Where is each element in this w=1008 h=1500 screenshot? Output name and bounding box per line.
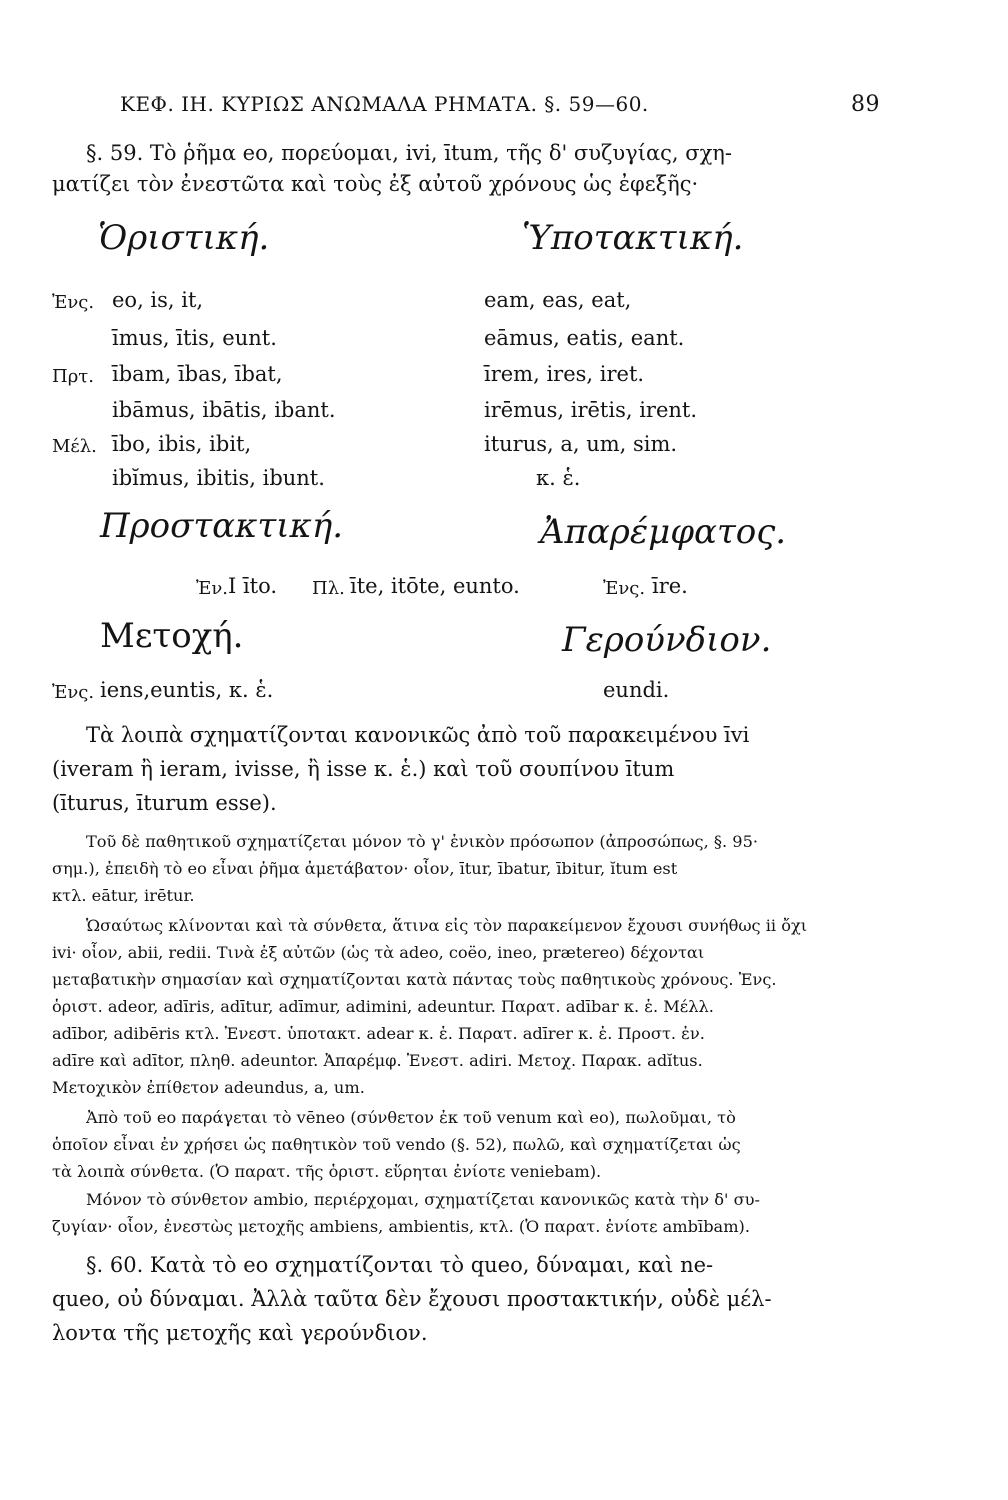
note-line: σημ.), ἐπειδὴ τὸ eo εἶναι ῥῆμα ἀμετάβατον· οἷον, ītur, ībatur, ībitur, ĭtum est	[52, 859, 678, 878]
note-line: Τοῦ δὲ παθητικοῦ σχηματίζεται μόνον τὸ γ' ἑνικὸν πρόσωπον (ἀπροσώπως, §. 95·	[86, 832, 759, 851]
remaining-tenses-paragraph	[52, 718, 882, 820]
imperative-sg: I īto.	[228, 574, 278, 598]
indicative-present-sg: eo, is, it,	[112, 288, 204, 312]
label-participle-present: Ἐνς.	[52, 682, 95, 703]
rest-line-2: (iveram ἢ ieram, ivisse, ἢ isse κ. ἑ.) καὶ τοῦ σουπίνου ītum	[52, 757, 675, 781]
note-line: ὁποῖον εἶναι ἐν χρήσει ὡς παθητικὸν τοῦ vendo (§. 52), πωλῶ, καὶ σχηματίζεται ὡς	[52, 1135, 741, 1154]
section-60-line-1: §. 60. Κατὰ τὸ eo σχηματίζονται τὸ queo, δύναμαι, καὶ ne-	[86, 1253, 714, 1277]
section-59-intro	[52, 138, 882, 200]
label-infinitive-present: Ἐνς.	[603, 578, 646, 599]
gerund-heading: Γερούνδιον.	[562, 620, 772, 660]
subjunctive-future-pl: κ. ἑ.	[536, 466, 581, 490]
intro-line-1: §. 59. Τὸ ῥῆμα eo, πορεύομαι, ivi, ītum, τῆς δ' συζυγίας, σχη-	[86, 141, 732, 165]
subjunctive-present-sg: eam, eas, eat,	[484, 288, 632, 312]
section-60-line-2: queo, οὐ δύναμαι. Ἀλλὰ ταῦτα δὲν ἔχουσι προστακτικήν, οὐδὲ μέλ-	[52, 1287, 772, 1311]
participle-present: iens,euntis, κ. ἑ.	[100, 678, 274, 702]
infinitive-present: īre.	[652, 574, 688, 598]
subjunctive-imperfect-sg: īrem, ires, iret.	[484, 362, 645, 386]
note-line: ὁριστ. adeor, adīris, adītur, adīmur, adimini, adeuntur. Παρατ. adībar κ. ἑ. Μέλλ.	[52, 997, 714, 1016]
note-ambio	[52, 1186, 882, 1240]
label-singular: Ἐν.	[196, 578, 229, 599]
note-line: adībor, adibēris κτλ. Ἐνεστ. ὑποτακτ. adear κ. ἑ. Παρατ. adīrer κ. ἑ. Προστ. ἐν.	[52, 1024, 705, 1043]
subjunctive-present-pl: eāmus, eatis, eant.	[484, 326, 685, 350]
label-future: Μέλ.	[52, 436, 97, 457]
note-compounds	[52, 912, 882, 1101]
note-line: adīre καὶ adītor, πληθ. adeuntor. Ἀπαρέμφ. Ἐνεστ. adiri. Μετοχ. Παρακ. adĭtus.	[52, 1051, 703, 1070]
label-imperfect: Πρτ.	[52, 366, 94, 387]
note-line: Μόνον τὸ σύνθετον ambio, περιέρχομαι, σχηματίζεται κανονικῶς κατὰ τὴν δ' συ-	[86, 1190, 760, 1209]
indicative-heading: Ὁριστική.	[98, 218, 270, 258]
label-plural: Πλ.	[312, 578, 345, 599]
running-header	[120, 92, 880, 116]
indicative-present-pl: īmus, ītis, eunt.	[112, 326, 277, 350]
indicative-imperfect-pl: ibāmus, ibātis, ibant.	[112, 398, 336, 422]
note-line: Ἀπὸ τοῦ eo παράγεται τὸ vēneo (σύνθετον ἐκ τοῦ venum καὶ eo), πωλοῦμαι, τὸ	[86, 1108, 736, 1127]
page-number: 89	[851, 92, 880, 117]
intro-line-2: ματίζει τὸν ἐνεστῶτα καὶ τοὺς ἐξ αὐτοῦ χρόνους ὡς ἐφεξῆς·	[52, 172, 699, 196]
note-veneo	[52, 1104, 882, 1185]
note-line: κτλ. eātur, irētur.	[52, 886, 195, 905]
note-line: τὰ λοιπὰ σύνθετα. (Ὁ παρατ. τῆς ὁριστ. εὕρηται ἐνίοτε veniebam).	[52, 1162, 602, 1181]
subjunctive-heading: Ὑποτακτική.	[522, 218, 744, 258]
note-line: Ὡσαύτως κλίνονται καὶ τὰ σύνθετα, ἅτινα εἰς τὸν παρακείμενον ἔχουσι συνήθως ii ὄχι	[86, 916, 808, 935]
indicative-imperfect-sg: ībam, ības, ībat,	[112, 362, 283, 386]
note-passive	[52, 828, 882, 909]
subjunctive-imperfect-pl: irēmus, irētis, irent.	[484, 398, 698, 422]
section-60	[52, 1248, 882, 1350]
note-line: Μετοχικὸν ἐπίθετον adeundus, a, um.	[52, 1078, 365, 1097]
header-title: ΚΕΦ. ΙΗ. ΚΥΡΙΩΣ ΑΝΩΜΑΛΑ ΡΗΜΑΤΑ. §. 59—60.	[120, 92, 649, 116]
note-line: ζυγίαν· οἷον, ἐνεστὼς μετοχῆς ambiens, ambientis, κτλ. (Ὁ παρατ. ἐνίοτε ambībam).	[52, 1217, 751, 1236]
rest-line-1: Τὰ λοιπὰ σχηματίζονται κανονικῶς ἀπὸ τοῦ παρακειμένου īvi	[86, 723, 750, 747]
subjunctive-future-sg: iturus, a, um, sim.	[484, 432, 678, 456]
indicative-future-pl: ibĭmus, ibitis, ibunt.	[112, 466, 325, 490]
label-present: Ἐνς.	[52, 292, 95, 313]
infinitive-heading: Ἀπαρέμφατος.	[540, 512, 787, 552]
gerund-form: eundi.	[603, 678, 670, 702]
section-60-line-3: λοντα τῆς μετοχῆς καὶ γερούνδιον.	[52, 1321, 428, 1345]
note-line: ivi· οἷον, abii, redii. Τινὰ ἐξ αὐτῶν (ὡς τὰ adeo, coëo, ineo, prætereo) δέχονται	[52, 943, 705, 962]
participle-heading: Μετοχή.	[100, 616, 244, 656]
imperative-pl: īte, itōte, eunto.	[350, 574, 520, 598]
rest-line-3: (īturus, īturum esse).	[52, 791, 277, 815]
note-line: μεταβατικὴν σημασίαν καὶ σχηματίζονται κατὰ πάντας τοὺς παθητικοὺς χρόνους. Ἐνς.	[52, 970, 777, 989]
imperative-heading: Προστακτική.	[100, 506, 343, 546]
indicative-future-sg: ībo, ibis, ibit,	[112, 432, 252, 456]
